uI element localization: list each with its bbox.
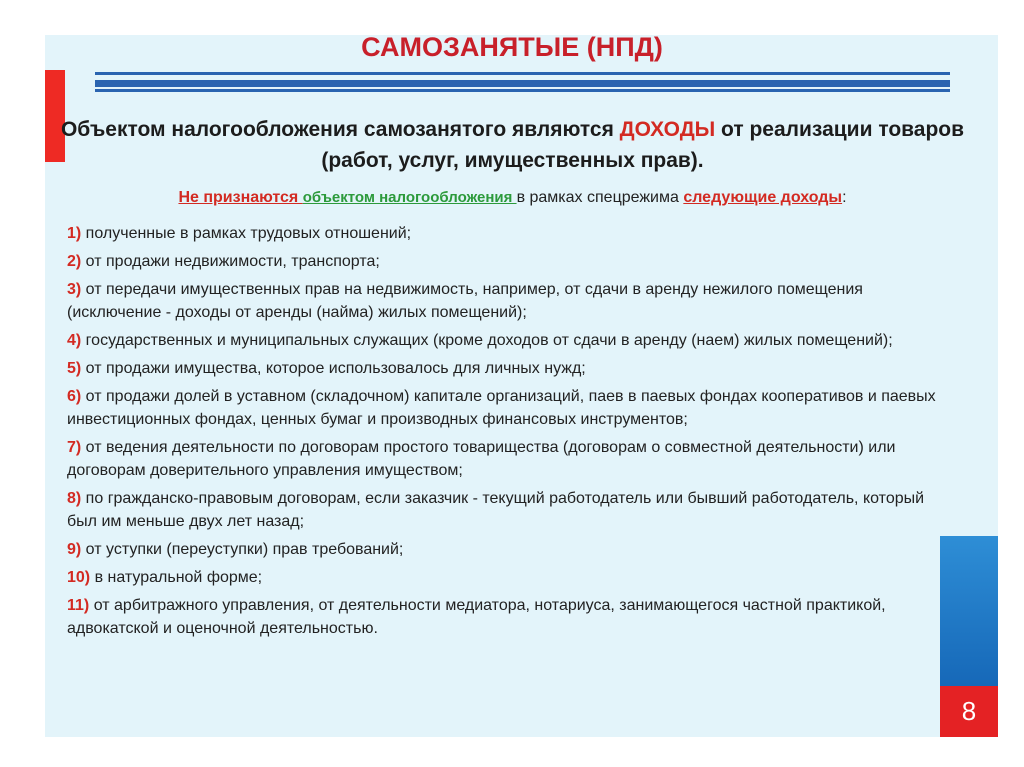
item-text: от передачи имущественных прав на недвижимость, например, от сдачи в аренду нежилого помещения (исключение - доходы от аренды (найма) жилых помещений);: [67, 281, 863, 321]
subline-not-recognized: Не признаются: [178, 189, 303, 206]
lead-part1: Объектом налогообложения самозанятого являются: [60, 118, 620, 141]
item-number: 11): [67, 597, 90, 614]
item-number: 2): [67, 253, 82, 270]
item-number: 10): [67, 569, 91, 586]
lead-statement: [60, 114, 965, 176]
item-number: 4): [67, 332, 82, 349]
item-text: от ведения деятельности по договорам простого товарищества (договорам о совместной деятельности) или договорам доверительного управления имуществом;: [67, 439, 896, 479]
title-rule-bottom: [95, 89, 950, 92]
item-number: 8): [67, 490, 82, 507]
list-item: [67, 329, 947, 352]
list-item: [67, 538, 947, 561]
item-text: полученные в рамках трудовых отношений;: [81, 225, 412, 242]
list-item: [67, 222, 947, 245]
list-item: [67, 436, 947, 482]
list-item: [67, 594, 947, 640]
subline-mid: в рамках спецрежима: [516, 189, 684, 206]
lead-part2: от реализации товаров (работ, услуг, имущественных прав).: [321, 118, 965, 172]
item-text: от продажи недвижимости, транспорта;: [81, 253, 380, 270]
lead-accent: ДОХОДЫ: [619, 118, 716, 141]
subline-following-income: следующие доходы: [683, 189, 843, 206]
list-item: [67, 385, 947, 431]
item-text: по гражданско-правовым договорам, если заказчик - текущий работодатель или бывший работодатель, который был им меньше двух лет назад;: [67, 490, 925, 530]
title-rule-top: [95, 72, 950, 75]
item-text: государственных и муниципальных служащих (кроме доходов от сдачи в аренду (наем) жилых помещений);: [81, 332, 893, 349]
blue-side-block: [940, 536, 998, 686]
item-text: от арбитражного управления, от деятельности медиатора, нотариуса, занимающегося частной практикой, адвокатской и оценочной деятельностью.: [67, 597, 886, 637]
list-item: [67, 487, 947, 533]
subline: [60, 189, 965, 207]
title-rule-middle: [95, 80, 950, 87]
item-text: от продажи долей в уставном (складочном) капитале организаций, паев в паевых фондах кооперативов и паевых инвестиционных фондах, ценных бумаг и производных финансовых инструментов;: [67, 388, 936, 428]
item-number: 6): [67, 388, 82, 405]
item-number: 7): [67, 439, 82, 456]
item-number: 5): [67, 360, 82, 377]
list-item: [67, 278, 947, 324]
item-text: в натуральной форме;: [90, 569, 263, 586]
slide-title: САМОЗАНЯТЫЕ (НПД): [361, 32, 663, 62]
list-item: [67, 357, 947, 380]
income-list: [67, 222, 947, 645]
subline-tax-object: объектом налогообложения: [302, 189, 517, 206]
item-text: от уступки (переуступки) прав требований;: [81, 541, 404, 558]
item-text: от продажи имущества, которое использовалось для личных нужд;: [81, 360, 586, 377]
item-number: 1): [67, 225, 82, 242]
subline-end: :: [842, 189, 847, 206]
item-number: 9): [67, 541, 82, 558]
item-number: 3): [67, 281, 82, 298]
page-number: 8: [940, 686, 998, 737]
list-item: [67, 250, 947, 273]
list-item: [67, 566, 947, 589]
